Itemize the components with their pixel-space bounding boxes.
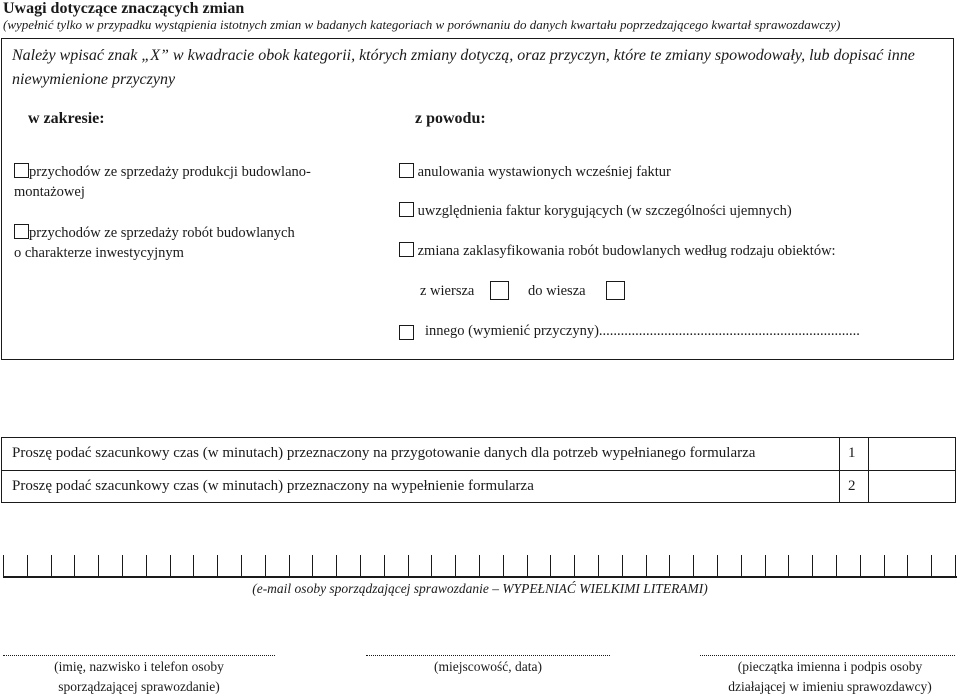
signature-caption-line: działającej w imieniu sprawozdawcy) [728,679,932,694]
reason-item-label: zmiana zaklasyfikowania robót budowlanych według rodzaju obiektów: [417,243,836,259]
signature-caption-stamp [700,657,960,697]
reason-header: z powodu: [415,110,486,127]
signature-caption-line: (imię, nazwisko i telefon osoby [54,659,224,674]
email-char-divider [479,555,480,578]
email-char-divider [931,555,932,578]
scope-item-label: przychodów ze sprzedaży robót budowlanych [29,225,295,241]
time-table-column-sep [868,438,869,502]
email-char-divider [788,555,789,578]
reason-item-label: uwzględnienia faktur korygujących (w szczególności ujemnych) [417,203,792,219]
email-char-divider [907,555,908,578]
checkbox-cancelled-invoices[interactable] [399,163,414,178]
email-char-divider [836,555,837,578]
reason-item-cancelled-invoices [399,163,671,181]
time-row-filling-label: Proszę podać szacunkowy czas (w minutach) przeznaczony na wypełnienie formularza [12,478,534,494]
email-char-divider [360,555,361,578]
email-char-divider [312,555,313,578]
email-char-divider [860,555,861,578]
signature-line-stamp[interactable] [700,655,955,656]
time-input-area[interactable] [870,438,955,502]
email-char-divider [146,555,147,578]
section-subtitle: (wypełnić tylko w przypadku wystąpienia istotnych zmian w badanych kategoriach w porównaniu do danych kwartału poprzedzającego kwartał sprawozdawczy) [3,17,841,32]
checkbox-reclassification[interactable] [399,242,414,257]
email-char-divider [122,555,123,578]
time-table-divider [2,470,955,471]
scope-item-construction-assembly [14,163,311,181]
scope-item-label: przychodów ze sprzedaży produkcji budowlano- [29,164,311,180]
email-char-divider [455,555,456,578]
email-char-divider [693,555,694,578]
email-char-divider [550,555,551,578]
email-char-divider [622,555,623,578]
email-caption: (e-mail osoby sporządzającej sprawozdanie – WYPEŁNIAĆ WIELKIMI LITERAMI) [252,581,708,596]
email-char-divider [598,555,599,578]
email-char-divider [170,555,171,578]
signature-caption-line: (miejscowość, data) [434,659,542,674]
signature-line-preparer[interactable] [3,655,275,656]
scope-item-investment-works [14,224,295,242]
time-row-preparation-label: Proszę podać szacunkowy czas (w minutach) przeznaczony na przygotowanie danych dla potrzeb wypełnianego formularza [12,445,756,461]
signature-caption-place-date [366,657,610,677]
email-char-divider [503,555,504,578]
email-char-divider [217,555,218,578]
scope-item-label-cont: montażowej [14,184,85,200]
signature-line-place-date[interactable] [366,655,610,656]
email-char-divider [765,555,766,578]
reason-item-correcting-invoices [399,202,792,220]
email-char-divider [336,555,337,578]
signature-caption-line: sporządzającej sprawozdanie) [58,679,220,694]
checkbox-construction-assembly[interactable] [14,163,29,178]
email-char-divider [812,555,813,578]
email-char-divider [384,555,385,578]
to-row-label: do wiesza [528,283,586,299]
reason-item-reclassification [399,242,836,260]
email-char-divider [98,555,99,578]
email-char-divider [955,555,956,578]
email-char-divider [241,555,242,578]
signature-caption-preparer [3,657,275,697]
to-row-input[interactable] [606,281,625,300]
email-char-divider [741,555,742,578]
email-char-divider [3,555,4,578]
email-char-divider [27,555,28,578]
email-char-divider [289,555,290,578]
email-char-divider [717,555,718,578]
scope-header: w zakresie: [28,110,105,127]
instruction-text: Należy wpisać znak „X” w kwadracie obok kategorii, których zmiany dotyczą, oraz przyczyn, które te zmiany spowodowały, lub dopisać inne niewymienione przyczyny [12,47,915,88]
checkbox-correcting-invoices[interactable] [399,202,414,217]
email-char-divider [408,555,409,578]
email-char-divider [193,555,194,578]
email-char-divider [669,555,670,578]
email-char-divider [51,555,52,578]
email-char-divider [884,555,885,578]
email-char-divider [574,555,575,578]
email-char-divider [265,555,266,578]
email-input[interactable] [3,555,957,579]
from-row-label: z wiersza [420,283,475,299]
email-char-divider [646,555,647,578]
section-title: Uwagi dotyczące znaczących zmian [3,0,245,17]
scope-item-label-cont: o charakterze inwestycyjnym [14,245,184,261]
checkbox-other-reason[interactable] [399,325,414,340]
time-row-filling-number: 2 [848,478,856,494]
time-table-column-sep [839,438,840,502]
email-char-divider [74,555,75,578]
time-row-preparation-number: 1 [848,445,856,461]
checkbox-investment-works[interactable] [14,224,29,239]
email-char-divider [431,555,432,578]
email-char-divider [527,555,528,578]
reason-item-label: anulowania wystawionych wcześniej faktur [417,164,671,180]
other-reason-label: innego (wymienić przyczyny)........................................................................ [425,323,860,339]
from-row-input[interactable] [490,281,509,300]
signature-caption-line: (pieczątka imienna i podpis osoby [737,659,923,674]
time-table [1,437,956,503]
